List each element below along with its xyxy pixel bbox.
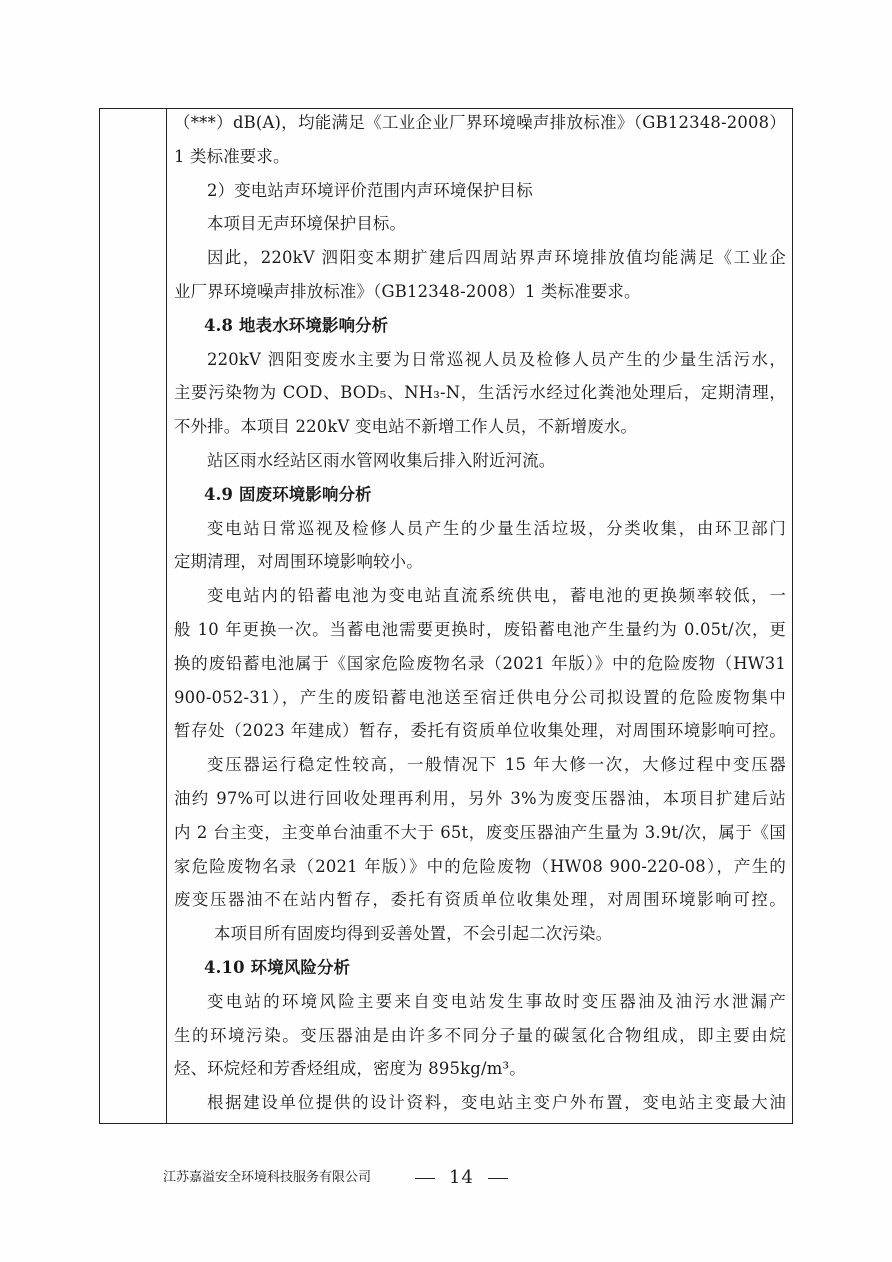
paragraph-line: 900-052-31），产生的废铅蓄电池送至宿迁供电分公司拟设置的危险废物集中	[174, 687, 786, 707]
paragraph-line: 变电站日常巡视及检修人员产生的少量生活垃圾，分类收集，由环卫部门	[207, 518, 786, 538]
paragraph-line: 家危险废物名录（2021 年版）》中的危险废物（HW08 900-220-08），产生的	[174, 856, 786, 876]
paragraph-line: 2）变电站声环境评价范围内声环境保护目标	[207, 180, 533, 200]
paragraph-line: 本项目所有固废均得到妥善处置，不会引起二次污染。	[214, 924, 613, 944]
paragraph-line: 变电站内的铅蓄电池为变电站直流系统供电，蓄电池的更换频率较低，一	[207, 586, 786, 606]
paragraph-line: 根据建设单位提供的设计资料，变电站主变户外布置，变电站主变最大油	[207, 1093, 786, 1113]
paragraph-line: 220kV 泗阳变废水主要为日常巡视人员及检修人员产生的少量生活污水，	[207, 349, 786, 369]
paragraph-line: 业厂界环境噪声排放标准》（GB12348-2008）1 类标准要求。	[174, 281, 641, 301]
paragraph-line: 变压器运行稳定性较高，一般情况下 15 年大修一次，大修过程中变压器	[207, 755, 786, 775]
paragraph-line: 油约 97%可以进行回收处理再利用，另外 3%为废变压器油，本项目扩建后站	[174, 788, 786, 808]
paragraph-line: 内 2 台主变，主变单台油重不大于 65t，废变压器油产生量为 3.9t/次，属于《国	[174, 822, 786, 842]
paragraph-line: 因此，220kV 泗阳变本期扩建后四周站界声环境排放值均能满足《工业企	[207, 248, 786, 268]
paragraph-line: 1 类标准要求。	[174, 146, 290, 166]
paragraph-line: （***）dB(A)，均能满足《工业企业厂界环境噪声排放标准》（GB12348-2008）	[174, 113, 786, 132]
table-frame	[99, 108, 793, 1124]
paragraph-line: 般 10 年更换一次。当蓄电池需要更换时，废铅蓄电池产生量约为 0.05t/次，更	[174, 619, 786, 639]
paragraph-line: 主要污染物为 COD、BOD₅、NH₃-N，生活污水经过化粪池处理后，定期清理，	[174, 383, 786, 403]
paragraph-line: 定期清理，对周围环境影响较小。	[174, 552, 423, 572]
table-left-column	[100, 109, 167, 1123]
paragraph-line: 废变压器油不在站内暂存，委托有资质单位收集处理，对周围环境影响可控。	[174, 890, 786, 910]
page-number: 14	[449, 1167, 474, 1188]
section-heading: 4.8 地表水环境影响分析	[204, 315, 389, 335]
footer-company-name: 江苏嘉溢安全环境科技服务有限公司	[163, 1170, 372, 1185]
dash-right	[488, 1178, 508, 1179]
section-heading: 4.10 环境风险分析	[204, 957, 351, 977]
dash-left	[415, 1178, 435, 1179]
paragraph-line: 变电站的环境风险主要来自变电站发生事故时变压器油及油污水泄漏产	[207, 991, 786, 1011]
table-content	[174, 106, 786, 1120]
page-number-group	[401, 1163, 522, 1193]
paragraph-line: 生的环境污染。变压器油是由许多不同分子量的碳氢化合物组成，即主要由烷	[174, 1025, 786, 1045]
page-footer	[163, 1163, 723, 1193]
section-heading: 4.9 固废环境影响分析	[204, 484, 372, 504]
paragraph-line: 换的废铅蓄电池属于《国家危险废物名录（2021 年版）》中的危险废物（HW31	[174, 653, 786, 673]
paragraph-line: 站区雨水经站区雨水管网收集后排入附近河流。	[207, 450, 556, 470]
paragraph-line: 本项目无声环境保护目标。	[207, 214, 407, 234]
paragraph-line: 烃、环烷烃和芳香烃组成，密度为 895kg/m³。	[174, 1059, 526, 1079]
paragraph-line: 不外排。本项目 220kV 变电站不新增工作人员，不新增废水。	[174, 417, 638, 437]
paragraph-line: 暂存处（2023 年建成）暂存，委托有资质单位收集处理，对周围环境影响可控。	[174, 721, 786, 741]
